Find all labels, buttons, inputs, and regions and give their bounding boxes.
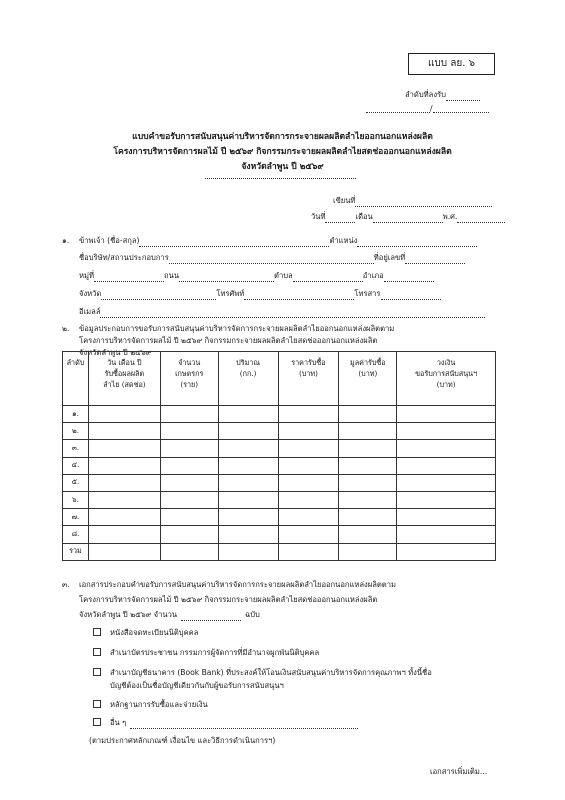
checkbox[interactable]	[93, 628, 101, 636]
tambon-label: ตำบล	[274, 271, 293, 280]
section2-line-1: ข้อมูลประกอบการขอรับการสนับสนุนค่าบริหารจัดการกระจายผลผลิตลำไยออกนอกแหล่งผลิตตาม	[79, 324, 395, 333]
table-row[interactable]: ๑.	[63, 406, 496, 423]
form-title-line-3: จังหวัดลำพูน ปี ๒๕๖๙	[241, 162, 324, 172]
col-value: มูลค่ารับซื้อ (บาท)	[339, 352, 397, 406]
title-underline	[205, 178, 356, 179]
doc-item-other[interactable]: อื่น ๆ	[93, 717, 358, 729]
road-label: ถนน	[164, 271, 180, 280]
doc-item-purchase-evidence[interactable]: หลักฐานการรับซื้อและจ่ายเงิน	[93, 699, 208, 711]
table-row[interactable]: ๕.	[63, 474, 496, 491]
receipt-date-field[interactable]	[366, 104, 489, 113]
doc-item-registration[interactable]: หนังสือจดทะเบียนนิติบุคคล	[93, 627, 198, 639]
province-label: จังหวัด	[79, 289, 102, 298]
company-field[interactable]	[79, 252, 465, 264]
col-farmers: จำนวน เกษตรกร (ราย)	[160, 352, 218, 406]
section2-line-3: จังหวัดลำพูน ปี ๒๕๖๙	[79, 348, 152, 357]
section3-count-field[interactable]	[79, 609, 260, 621]
col-price: ราคารับซื้อ (บาท)	[278, 352, 339, 406]
section3-count-label: จังหวัดลำพูน ปี ๒๕๖๙ จำนวน	[79, 610, 178, 619]
section2-num: ๒.	[62, 324, 70, 333]
section3-count-unit: ฉบับ	[245, 610, 260, 619]
form-title-line-2: โครงการบริหารจัดการผลไม้ ปี ๒๕๖๙ กิจกรรมกระจายผลผลิตลำไยสดช่อออกนอกแหล่งผลิต	[113, 147, 452, 157]
written-at-field[interactable]	[333, 195, 492, 207]
doc-item-book-bank[interactable]: สำเนาบัญชีธนาคาร (Book Bank) ที่ประสงค์ให้โอนเงินสนับสนุนค่าบริหารจัดการคุณภาพฯ ทั้งนี้ชื่อ	[93, 667, 432, 679]
email-label: อีเมลล์	[79, 307, 101, 316]
col-support-amount: วงเงิน ขอรับการสนับสนุนฯ (บาท)	[397, 352, 496, 406]
receipt-order-label: ลำดับที่ลงรับ	[405, 90, 446, 99]
section3-num: ๓.	[62, 580, 70, 589]
section2-line-2: โครงการบริหารจัดการผลไม้ ปี ๒๕๖๙ กิจกรรมกระจายผลผลิตลำไยสดช่อออกนอกแหล่งผลิต	[79, 336, 378, 345]
position-label: ตำแหน่ง	[329, 236, 358, 245]
checkbox[interactable]	[93, 718, 101, 726]
contact-field[interactable]	[79, 288, 441, 300]
form-title-line-1: แบบคำขอรับการสนับสนุนค่าบริหารจัดการกระจายผลผลิตลำไยออกนอกแหล่งผลิต	[132, 132, 433, 142]
section3-note: (ตามประกาศหลักเกณฑ์ เงื่อนไข และวิธีการดำเนินการฯ)	[89, 736, 276, 745]
checkbox[interactable]	[93, 668, 101, 676]
table-row[interactable]: ๒.	[63, 423, 496, 440]
date-label: วันที่	[311, 212, 326, 221]
table-row[interactable]: ๖.	[63, 491, 496, 508]
table-total-row[interactable]: รวม	[63, 543, 496, 560]
table-row[interactable]: ๔.	[63, 457, 496, 474]
form-code-box: แบบ ลย. ๖	[408, 53, 495, 75]
table-header-row	[63, 352, 496, 406]
month-label: เดือน	[355, 212, 373, 221]
checkbox[interactable]	[93, 700, 101, 708]
doc-item-book-bank-continued: บัญชีต้องเป็นชื่อบัญชีเดียวกันกับผู้ขอรับการสนับสนุนฯ	[110, 681, 284, 690]
section3-line-1: เอกสารประกอบคำขอรับการสนับสนุนค่าบริหารจัดการกระจายผลผลิตลำไยออกนอกแหล่งผลิตตาม	[79, 580, 397, 589]
col-purchase-date: วัน เดือน ปี รับซื้อผลผลิต ลำไย (สดช่อ)	[88, 352, 160, 406]
owner-name-field[interactable]	[79, 235, 477, 247]
col-order: ลำดับ	[63, 352, 89, 406]
receipt-order-field[interactable]	[405, 89, 480, 101]
table-row[interactable]: ๗.	[63, 509, 496, 526]
company-label: ชื่อบริษัท/สถานประกอบการ	[79, 253, 169, 262]
address-label: ที่อยู่เลขที่	[373, 253, 406, 262]
email-field[interactable]	[79, 306, 485, 318]
year-label: พ.ศ.	[442, 212, 458, 221]
fax-label: โทรสาร	[354, 289, 381, 298]
date-field[interactable]	[311, 211, 505, 223]
col-quantity: ปริมาณ (กก.)	[218, 352, 278, 406]
section1-num: ๑.	[62, 236, 70, 245]
table-row[interactable]: ๘.	[63, 526, 496, 543]
table-row[interactable]: ๓.	[63, 440, 496, 457]
footer-more-docs: เอกสารเพิ่มเติม...	[430, 767, 488, 776]
section3-line-2: โครงการบริหารจัดการผลไม้ ปี ๒๕๖๙ กิจกรรมกระจายผลผลิตลำไยสดช่อออกนอกแหล่งผลิต	[79, 595, 378, 604]
written-at-label: เขียนที่	[333, 196, 356, 205]
amphoe-label: อำเภอ	[362, 271, 384, 280]
owner-name-label: ข้าพเจ้า (ชื่อ-สกุล)	[79, 236, 140, 245]
doc-item-id-card[interactable]: สำเนาบัตรประชาชน กรรมการผู้จัดการที่มีอำนาจผูกพันนิติบุคคล	[93, 647, 319, 659]
phone-label: โทรศัพท์	[216, 289, 245, 298]
moo-label: หมู่ที่	[79, 271, 95, 280]
purchase-table	[62, 351, 496, 561]
address-line-field[interactable]	[79, 270, 434, 282]
checkbox[interactable]	[93, 648, 101, 656]
receipt-date-separator: /	[430, 104, 433, 113]
